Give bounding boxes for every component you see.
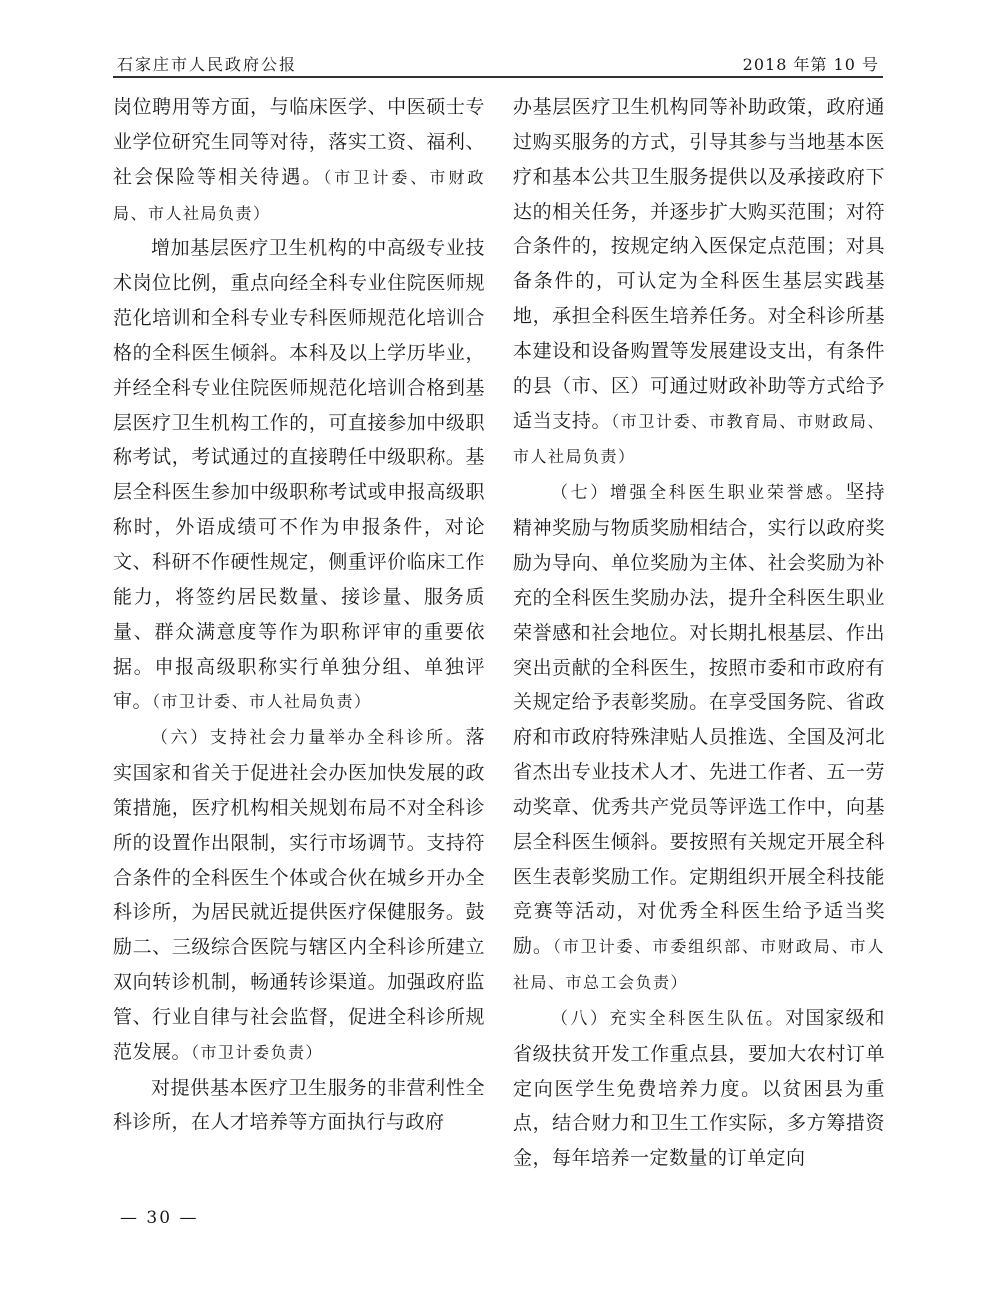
section-heading: （八）充实全科医生队伍。 [551,1008,786,1029]
responsibility-note: （市卫计委负责） [191,1042,324,1062]
responsibility-note: （市卫计委、市财政局、市人社局负责） [113,167,485,223]
right-column [513,90,885,1176]
responsibility-note: （市卫计委、市委组织部、市财政局、市人社局、市总工会负责） [513,937,885,993]
paragraph-text: 办基层医疗卫生机构同等补助政策，政府通过购买服务的方式，引导其参与当地基本医疗和基本公共卫生服务提供以及承接政府下达的相关任务，并逐步扩大购买范围；对符合条件的，按规定纳入医保定点范围；对具备条件的，可认定为全科医生基层实践基地，承担全科医生培养任务。对全科诊所基本建设和设备购置等发展建设支出，有条件的县（市、区）可通过财政补助等方式给予适当支持。 [513,96,885,432]
paragraph-text: 对提供基本医疗卫生服务的非营利性全科诊所，在人才培养等方面执行与政府 [113,1076,485,1134]
section-heading: （六）支持社会力量举办全科诊所。 [151,728,466,749]
paragraph [513,90,885,475]
paragraph [513,1001,885,1176]
responsibility-note: （市卫计委、市教育局、市财政局、市人社局负责） [513,411,885,467]
publication-title: 石家庄市人民政府公报 [117,55,298,74]
paragraph [113,231,485,720]
page-header [113,40,883,78]
paragraph-text: 岗位聘用等方面，与临床医学、中医硕士专业学位研究生同等对待，落实工资、福利、社会保险等相关待遇。 [113,96,485,188]
paragraph [113,90,485,231]
paragraph-text: 增加基层医疗卫生机构的中高级专业技术岗位比例，重点向经全科专业住院医师规范化培训和全科专业专科医师规范化培训合格的全科医生倾斜。本科及以上学历毕业，并经全科专业住院医师规范化培训合格到基层医疗卫生机构工作的，可直接参加中级职称考试，考试通过的直接聘任中级职称。基层全科医生参加中级职称考试或申报高级职称时，外语成绩可不作为申报条件，对论文、科研不作硬性规定，侧重评价临床工作能力，将签约居民数量、接诊量、服务质量、群众满意度等作为职称评审的重要依据。申报高级职称实行单独分组、单独评审。 [113,237,485,713]
left-column [113,90,485,1140]
paragraph [513,475,885,1001]
responsibility-note: （市卫计委、市人社局负责） [152,692,372,712]
issue-number: 2018 年第 10 号 [742,55,879,74]
paragraph-text: 落实国家和省关于促进社会办医加快发展的政策措施，医疗机构相关规划布局不对全科诊所的设置作出限制，实行市场调节。支持符合条件的全科医生个体或合伙在城乡开办全科诊所，为居民就近提供医疗保健服务。鼓励二、三级综合医院与辖区内全科诊所建立双向转诊机制，畅通转诊渠道。加强政府监管、行业自律与社会监督，促进全科诊所规范发展。 [113,726,485,1063]
section-heading: （七）增强全科医生职业荣誉感。 [551,483,846,504]
paragraph-text: 坚持精神奖励与物质奖励相结合，实行以政府奖励为导向、单位奖励为主体、社会奖励为补充的全科医生奖励办法，提升全科医生职业荣誉感和社会地位。对长期扎根基层、作出突出贡献的全科医生，按照市委和市政府有关规定给予表彰奖励。在享受国务院、省政府和市政府特殊津贴人员推选、全国及河北省杰出专业技术人才、先进工作者、五一劳动奖章、优秀共产党员等评选工作中，向基层全科医生倾斜。要按照有关规定开展全科医生表彰奖励工作。定期组织开展全科技能竞赛等活动，对优秀全科医生给予适当奖励。 [513,481,885,958]
page-number: — 30 — [120,1208,199,1228]
paragraph [113,1071,485,1141]
paragraph-text: 对国家级和省级扶贫开发工作重点县，要加大农村订单定向医学生免费培养力度。以贫困县为重点，结合财力和卫生工作实际，多方筹措资金，每年培养一定数量的订单定向 [513,1006,885,1170]
paragraph [113,720,485,1070]
